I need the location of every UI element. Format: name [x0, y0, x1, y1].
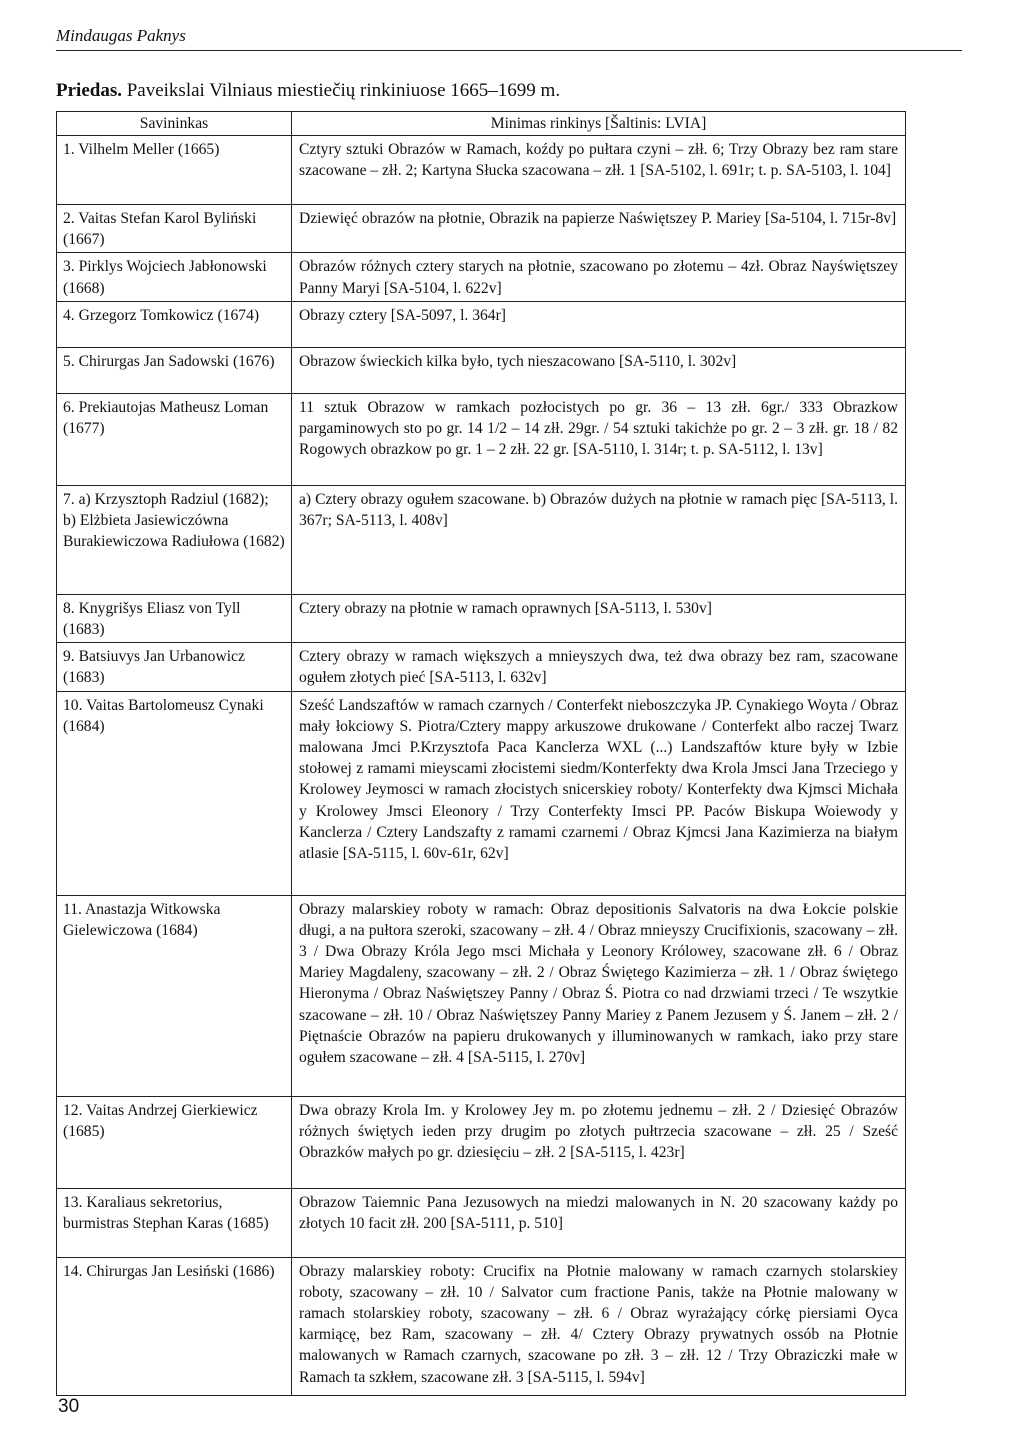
table-row: [57, 253, 906, 301]
owner-cell: 13. Karaliaus sekretorius, burmistras Stephan Karas (1685): [57, 1188, 292, 1257]
collection-cell: 11 sztuk Obrazow w ramkach pozłocistych po gr. 36 – 13 złł. 6gr./ 333 Obrazkow pargaminowych sto po gr. 14 1/2 – 14 złł. 29gr. / 54 sztuki takichże po gr. 2 – 3 złł. gr. 18 / 82 Rogowych obrazkow po gr. 1 – 2 złł. 22 gr. [SA-5110, l. 314r; t. p. SA-5112, l. 13v]: [292, 393, 906, 485]
table-row: [57, 691, 906, 895]
table-row: [57, 485, 906, 594]
collection-cell: Cztery obrazy w ramach większych a mnieyszych dwa, też dwa obrazy bez ram, szacowane ogułem złotych pieć [SA-5113, l. 632v]: [292, 643, 906, 691]
owner-cell: 12. Vaitas Andrzej Gierkiewicz (1685): [57, 1096, 292, 1188]
collection-cell: Cztery obrazy na płotnie w ramach oprawnych [SA-5113, l. 530v]: [292, 594, 906, 642]
table-row: [57, 393, 906, 485]
table-header-row: [57, 112, 906, 136]
collection-cell: Obrazy cztery [SA-5097, l. 364r]: [292, 301, 906, 347]
owner-cell: 6. Prekiautojas Matheusz Loman (1677): [57, 393, 292, 485]
owner-cell: 1. Vilhelm Meller (1665): [57, 136, 292, 205]
table-row: [57, 205, 906, 253]
collection-cell: Obrazów różnych cztery starych na płotnie, szacowano po złotemu – 4zł. Obraz Nayświętszey Panny Maryi [SA-5104, l. 622v]: [292, 253, 906, 301]
owner-cell: 3. Pirklys Wojciech Jabłonowski (1668): [57, 253, 292, 301]
owner-cell: 10. Vaitas Bartolomeusz Cynaki (1684): [57, 691, 292, 895]
owner-cell: 7. a) Krzysztoph Radziul (1682); b) Elżbieta Jasiewiczówna Burakiewiczowa Radiułowa (1682): [57, 485, 292, 594]
table-row: [57, 895, 906, 1096]
collection-cell: Dwa obrazy Krola Im. y Krolowey Jey m. po złotemu jednemu – złł. 2 / Dziesięć Obrazów różnych świętych ieden przy drugim po złotych pułtrzecia szacowane – złł. 25 / Sześć Obrazków małych po gr. dziesięciu – złł. 2 [SA-5115, l. 423r]: [292, 1096, 906, 1188]
table-row: [57, 347, 906, 393]
collection-cell: Cztyry sztuki Obrazów w Ramach, koźdy po pułtara czyni – złł. 6; Trzy Obrazy bez ram stare szacowane – złł. 2; Kartyna Słucka szacowana – złł. 1 [SA-5102, l. 691r; t. p. SA-5103, l. 104]: [292, 136, 906, 205]
table-row: [57, 301, 906, 347]
table-row: [57, 1257, 906, 1395]
collection-cell: Obrazow świeckich kilka było, tych nieszacowano [SA-5110, l. 302v]: [292, 347, 906, 393]
collection-cell: Sześć Landszaftów w ramach czarnych / Conterfekt nieboszczyka JP. Cynakiego Woyta / Obraz mały łokciowy S. Piotra/Cztery mappy arkuszowe drukowane / Conterfekt albo raczej Twarz malowana Jmci P.Krzysztofa Paca Kanclerza WXL (...) Landszaftów kture były w Izbie stołowej z ramami mieyscami złocistemi siedm/Konterfekty dwa Krola Jmsci Jana Trzeciego y Krolowey Jeymosci w ramach złocistych snicerskiey roboty/ Konterfekty dwa Kjmsci Michała y Krolowey Jmsci Eleonory / Trzy Conterfekty Imsci PP. Paców Biskupa Woiewody y Kanclerza / Cztery Landszafty z ramami czarnemi / Obraz Kjmcsi Jana Kazimierza na białym atlasie [SA-5115, l. 60v-61r, 62v]: [292, 691, 906, 895]
collection-cell: Obrazow Taiemnic Pana Jezusowych na miedzi malowanych in N. 20 szacowany każdy po złotych 10 facit złł. 200 [SA-5111, p. 510]: [292, 1188, 906, 1257]
table-row: [57, 1096, 906, 1188]
column-header-collection: Minimas rinkinys [Šaltinis: LVIA]: [292, 112, 906, 136]
owner-cell: 11. Anastazja Witkowska Gielewiczowa (1684): [57, 895, 292, 1096]
collection-cell: a) Cztery obrazy ogułem szacowane. b) Obrazów dużych na płotnie w ramach pięc [SA-5113, l. 367r; SA-5113, l. 408v]: [292, 485, 906, 594]
table-caption: [56, 80, 560, 102]
owner-cell: 8. Knygrišys Eliasz von Tyll (1683): [57, 594, 292, 642]
collection-cell: Obrazy malarskiey roboty w ramach: Obraz depositionis Salvatoris na dwa Łokcie polskie długi, a na pułtora szeroki, szacowany – złł. 4 / Obraz mnieyszy Crucifixionis, szacowany – złł. 3 / Dwa Obrazy Króla Jego msci Michała y Leonory Królowey, szacowane złł. 6 / Obraz Mariey Magdaleny, szacowany – złł. 2 / Obraz Świętego Kazimierza – złł. 1 / Obraz świętego Hieronyma / Obraz Naświętszey Panny / Obraz Ś. Piotra co nad drzwiami trzeci / Te wszytkie szacowane – złł. 10 / Obraz Naświętszey Panny Mariey z Panem Jezusem y Ś. Janem – złł. 2 / Piętnaście Obrazów na papieru drukowanych y illuminowanych w ramkach, iako przy stare ogułem szacowane – złł. 4 [SA-5115, l. 270v]: [292, 895, 906, 1096]
owner-cell: 2. Vaitas Stefan Karol Byliński (1667): [57, 205, 292, 253]
collection-cell: Dziewięć obrazów na płotnie, Obrazik na papierze Naświętszey P. Mariey [Sa-5104, l. 715r-8v]: [292, 205, 906, 253]
owner-cell: 9. Batsiuvys Jan Urbanowicz (1683): [57, 643, 292, 691]
owner-cell: 14. Chirurgas Jan Lesiński (1686): [57, 1257, 292, 1395]
table-row: [57, 594, 906, 642]
header-rule: [56, 50, 962, 51]
page-number: 30: [58, 1396, 80, 1417]
owner-cell: 5. Chirurgas Jan Sadowski (1676): [57, 347, 292, 393]
owner-cell: 4. Grzegorz Tomkowicz (1674): [57, 301, 292, 347]
column-header-owner: Savininkas: [57, 112, 292, 136]
collection-cell: Obrazy malarskiey roboty: Crucifix na Płotnie malowany w ramach czarnych stolarskiey roboty, szacowany – złł. 10 / Salvator cum fractione Panis, także na Płotnie malowany w ramach stolarskiey roboty, szacowany – złł. 6 / Obraz wyrażający córkę piersiami Oyca karmiącę, bez Ram, szacowany – złł. 4/ Cztery Obrazy prywatnych ossób na Płotnie malowanych w Ramach czarnych, szacowane po złł. 3 – złł. 12 / Trzy Obraziczki małe w Ramach ta szkłem, szacowane złł. 3 [SA-5115, l. 594v]: [292, 1257, 906, 1395]
running-head-author: Mindaugas Paknys: [56, 26, 186, 45]
table-row: [57, 136, 906, 205]
caption-lead: Priedas.: [56, 80, 122, 101]
collections-table-wrapper: [56, 111, 905, 1396]
table-row: [57, 643, 906, 691]
collections-table: [56, 111, 906, 1396]
caption-text: Paveikslai Vilniaus miestiečių rinkiniuose 1665–1699 m.: [126, 80, 561, 101]
table-row: [57, 1188, 906, 1257]
